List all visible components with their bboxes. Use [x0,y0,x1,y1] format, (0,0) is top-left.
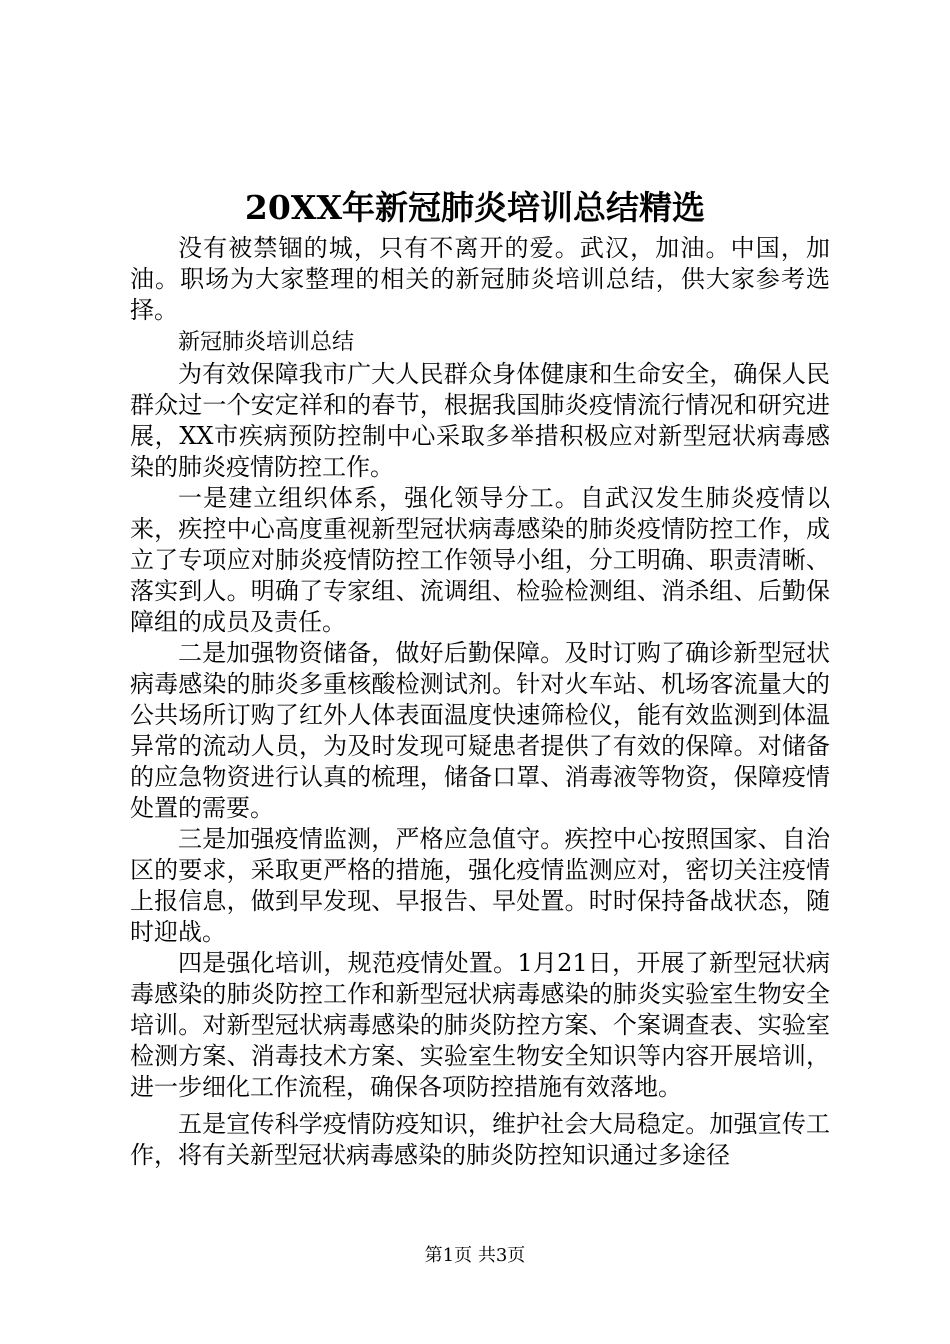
body-paragraph: 五是宣传科学疫情防疫知识，维护社会大局稳定。加强宣传工作，将有关新型冠状病毒感染的肺炎防控知识通过多途径 [130,1110,830,1169]
body-paragraph: 三是加强疫情监测，严格应急值守。疾控中心按照国家、自治区的要求，采取更严格的措施，强化疫情监测应对，密切关注疫情上报信息，做到早发现、早报告、早处置。时时保持备战状态，随时迎战。 [130,825,830,946]
body-paragraph: 二是加强物资储备，做好后勤保障。及时订购了确诊新型冠状病毒感染的肺炎多重核酸检测试剂。针对火车站、机场客流量大的公共场所订购了红外人体表面温度快速筛检仪，能有效监测到体温异常的流动人员，为及时发现可疑患者提供了有效的保障。对储备的应急物资进行认真的梳理，储备口罩、消毒液等物资，保障疫情处置的需要。 [130,639,830,822]
document-body [130,233,830,1171]
body-paragraph: 四是强化培训，规范疫情处置。1月21日，开展了新型冠状病毒感染的肺炎防控工作和新型冠状病毒感染的肺炎实验室生物安全培训。对新型冠状病毒感染的肺炎防控方案、个案调查表、实验室检测方案、消毒技术方案、实验室生物安全知识等内容开展培训，进一步细化工作流程，确保各项防控措施有效落地。 [130,949,830,1101]
section-heading: 新冠肺炎培训总结 [178,330,355,355]
document-title: 20XX年新冠肺炎培训总结精选 [244,188,706,227]
body-paragraph: 为有效保障我市广大人民群众身体健康和生命安全，确保人民群众过一个安定祥和的春节，根据我国肺炎疫情流行情况和研究进展，XX市疾病预防控制中心采取多举措积极应对新型冠状病毒感染的肺炎疫情防控工作。 [130,360,830,481]
page-footer: 第1页 共3页 [424,1245,526,1266]
body-paragraph: 一是建立组织体系，强化领导分工。自武汉发生肺炎疫情以来，疾控中心高度重视新型冠状病毒感染的肺炎疫情防控工作，成立了专项应对肺炎疫情防控工作领导小组，分工明确、职责清晰、落实到人。明确了专家组、流调组、检验检测组、消杀组、后勤保障组的成员及责任。 [130,484,830,636]
intro-paragraph: 没有被禁锢的城，只有不离开的爱。武汉，加油。中国，加油。职场为大家整理的相关的新冠肺炎培训总结，供大家参考选择。 [130,234,830,324]
